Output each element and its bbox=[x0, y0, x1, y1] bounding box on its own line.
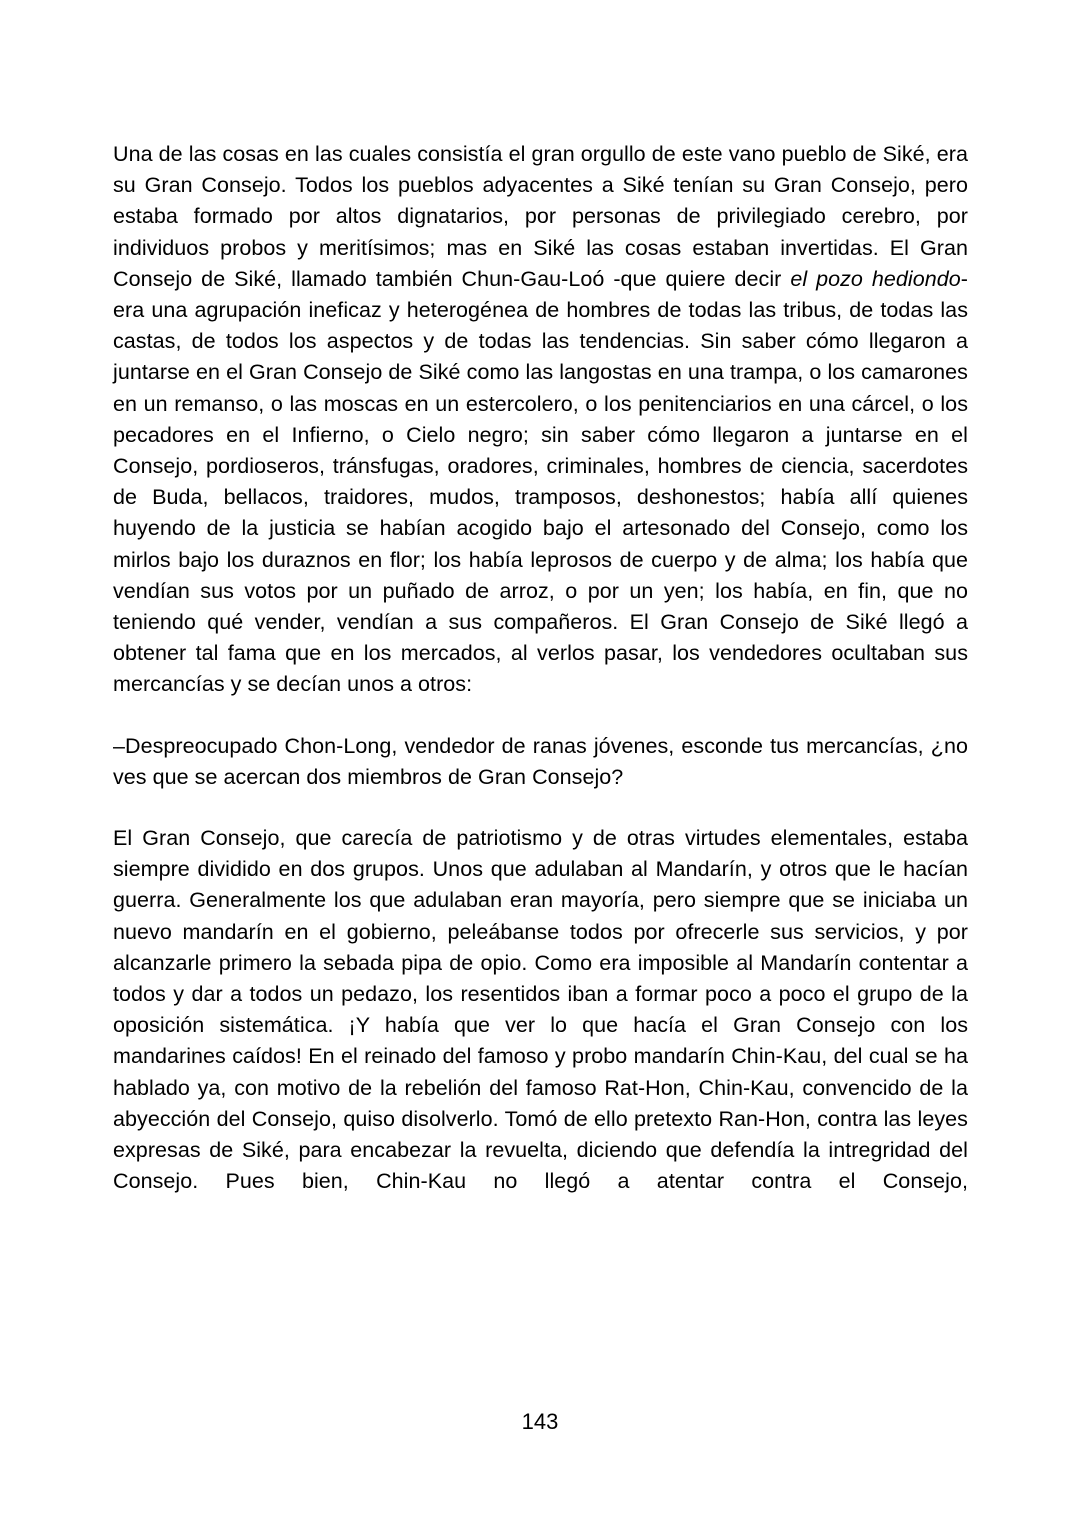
paragraph: Una de las cosas en las cuales consistía el gran orgullo de este vano pueblo de Siké, era su Gran Consejo. Todos los pueblos adyacentes a Siké tenían su Gran Consejo, pero estaba formado por altos dignatarios, por personas de privilegiado cerebro, por individuos probos y meritísimos; mas en Siké las cosas estaban invertidas. El Gran Consejo de Siké, llamado también Chun-Gau-Loó -que quiere decir el pozo hediondo- era una agrupación ineficaz y heterogénea de hombres de todas las tribus, de todas las castas, de todos los aspectos y de todas las tendencias. Sin saber cómo llegaron a juntarse en el Gran Consejo de Siké como las langostas en una trampa, o los camarones en un remanso, o las moscas en un estercolero, o los penitenciarios en una cárcel, o los pecadores en el Infierno, o Cielo negro; sin saber cómo llegaron a juntarse en el Consejo, pordioseros, tránsfugas, oradores, criminales, hombres de ciencia, sacerdotes de Buda, bellacos, traidores, mudos, tramposos, deshonestos; había allí quienes huyendo de la justicia se habían acogido bajo el artesonado del Consejo, como los mirlos bajo los duraznos en flor; los había leprosos de cuerpo y de alma; los había que vendían sus votos por un puñado de arroz, o por un yen; los había, en fin, que no teniendo qué vender, vendían a sus compañeros. El Gran Consejo de Siké llegó a obtener tal fama que en los mercados, al verlos pasar, los vendedores ocultaban sus mercancías y se decían unos a otros: bbox=[113, 142, 968, 697]
paragraph: El Gran Consejo, que carecía de patriotismo y de otras virtudes elementales, estaba siempre dividido en dos grupos. Unos que adulaban al Mandarín, y otros que le hacían guerra. Generalmente los que adulaban eran mayoría, pero siempre que se iniciaba un nuevo mandarín en el gobierno, peleábanse todos por ofrecerle sus servicios, y por alcanzarle primero la sebada pipa de opio. Como era imposible al Mandarín contentar a todos y dar a todos un pedazo, los resentidos iban a formar poco a poco el grupo de la oposición sistemática. ¡Y había que ver lo que hacía el Gran Consejo con los mandarines caídos! En el reinado del famoso y probo mandarín Chin-Kau, del cual se ha hablado ya, con motivo de la rebelión del famoso Rat-Hon, Chin-Kau, convencido de la abyección del Consejo, quiso disolverlo. Tomó de ello pretexto Ran-Hon, contra las leyes expresas de Siké, para encabezar la revuelta, diciendo que defendía la intregridad del Consejo. Pues bien, Chin-Kau no llegó a atentar contra el Consejo, bbox=[113, 826, 968, 1194]
italic-phrase: el pozo hediondo bbox=[790, 266, 961, 291]
body-text-column bbox=[113, 139, 968, 1229]
paragraph: –Despreocupado Chon-Long, vendedor de ranas jóvenes, esconde tus mercancías, ¿no ves que se acercan dos miembros de Gran Consejo? bbox=[113, 733, 968, 789]
page-number: 143 bbox=[521, 1409, 559, 1434]
